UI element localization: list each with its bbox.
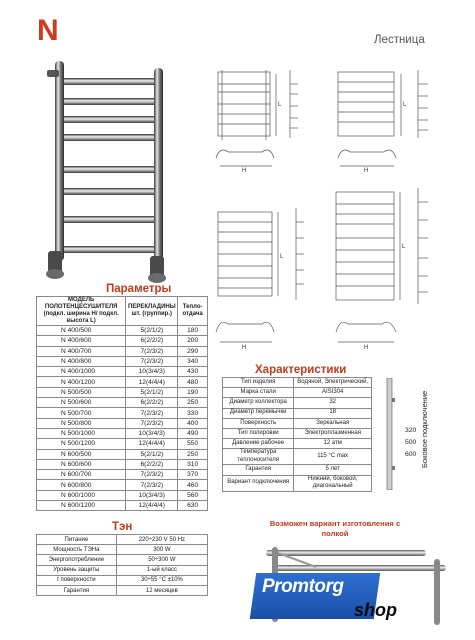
side-dims — [405, 425, 416, 461]
ten-row-cell: t поверхности — [37, 575, 117, 585]
towel-rail — [58, 166, 160, 173]
params-row-cell: 6(2/2/2) — [126, 459, 178, 469]
ten-row-cell: Гарантия — [37, 585, 117, 595]
chars-row-cell: Тип полировки — [223, 428, 294, 438]
params-row-cell: 7(2/3/2) — [126, 480, 178, 490]
drawing-label-h-4: H — [364, 345, 369, 351]
chars-row-cell: Тип изделия — [223, 378, 294, 388]
params-row — [37, 459, 208, 469]
params-row — [37, 490, 208, 500]
logo-sub-text: shop — [354, 600, 397, 620]
logo-main-text: Promtorg — [262, 576, 344, 597]
params-row-cell: N 500/500 — [37, 387, 126, 397]
drawing-label-l-2: L — [403, 102, 407, 108]
params-row-cell: N 600/600 — [37, 459, 126, 469]
params-row — [37, 428, 208, 438]
drawing-label-l-3: L — [280, 254, 284, 260]
params-row — [37, 336, 208, 346]
params-row — [37, 449, 208, 459]
ten-row-cell: Энергопотребление — [37, 555, 117, 565]
chars-row-cell: Вариант подключения — [223, 475, 294, 491]
chars-row-cell: Диаметр коллектора — [223, 398, 294, 408]
ten-row — [37, 585, 208, 595]
chars-row-cell: 32 — [294, 398, 372, 408]
params-row-cell: N 600/800 — [37, 480, 126, 490]
params-row-cell: 12(4/4/4) — [126, 501, 178, 511]
params-row-cell: N 500/1200 — [37, 439, 126, 449]
params-row-cell: 250 — [178, 449, 208, 459]
chars-row-cell: 115 °C max — [294, 449, 372, 465]
ten-row — [37, 565, 208, 575]
params-row-cell: 630 — [178, 501, 208, 511]
params-row-cell: 560 — [178, 490, 208, 500]
ten-title: Тэн — [112, 521, 133, 533]
params-row-cell: 370 — [178, 470, 208, 480]
params-row — [37, 367, 208, 377]
params-row — [37, 377, 208, 387]
ten-row — [37, 545, 208, 555]
drawing-label-h-3: H — [242, 345, 247, 351]
chars-row-cell: Марка стали — [223, 388, 294, 398]
params-row — [37, 501, 208, 511]
chars-row-cell: Зеркальная — [294, 418, 372, 428]
params-row-cell: 7(2/3/2) — [126, 346, 178, 356]
chars-row-cell: Давление рабочее — [223, 439, 294, 449]
chars-title: Характеристики — [255, 364, 347, 376]
towel-rail — [58, 78, 160, 85]
chars-row — [223, 408, 372, 418]
chars-row-cell: Нижний, боковой, диагональный — [294, 475, 372, 491]
params-row-cell: N 500/800 — [37, 418, 126, 428]
params-row-cell: 430 — [178, 367, 208, 377]
params-row — [37, 356, 208, 366]
chars-row — [223, 449, 372, 465]
chars-row-cell: 12 атм — [294, 439, 372, 449]
params-row-cell: 200 — [178, 336, 208, 346]
params-row-cell: N 400/500 — [37, 326, 126, 336]
drawing-label-l-4: L — [402, 244, 406, 250]
chars-row-cell: Гарантия — [223, 465, 294, 475]
towel-rail — [58, 188, 160, 195]
params-row-cell: 6(2/2/2) — [126, 398, 178, 408]
ten-row-cell: 12 месяцев — [116, 585, 207, 595]
page-title: Лестница — [374, 34, 425, 46]
params-row-cell: 550 — [178, 439, 208, 449]
params-row-cell: 10(3/4/3) — [126, 367, 178, 377]
drawing-label-h-1: H — [242, 168, 247, 174]
params-row-cell: N 500/600 — [37, 398, 126, 408]
chars-row — [223, 465, 372, 475]
params-row-cell: 480 — [178, 377, 208, 387]
side-dim-1: 320 — [405, 427, 417, 434]
ten-row-cell: Уровень защиты — [37, 565, 117, 575]
params-row-cell: N 600/700 — [37, 470, 126, 480]
technical-drawings — [210, 62, 450, 362]
side-dim-3: 600 — [405, 451, 417, 458]
params-row-cell: 7(2/3/2) — [126, 356, 178, 366]
chars-table — [222, 377, 372, 492]
params-row-cell: N 600/1000 — [37, 490, 126, 500]
params-row-cell: 12(4/4/4) — [126, 377, 178, 387]
params-row-cell: 7(2/3/2) — [126, 418, 178, 428]
params-row-cell: 330 — [178, 408, 208, 418]
ten-row-cell: 30÷55 °C ±10% — [116, 575, 207, 585]
params-row-cell: N 500/700 — [37, 408, 126, 418]
params-row-cell: N 400/1200 — [37, 377, 126, 387]
chars-row — [223, 398, 372, 408]
params-row-cell: 490 — [178, 428, 208, 438]
chars-row — [223, 428, 372, 438]
params-row-cell: 250 — [178, 398, 208, 408]
chars-row-cell: Диаметр перемычки — [223, 408, 294, 418]
brand-letter: N — [37, 14, 59, 47]
params-row — [37, 418, 208, 428]
chars-row — [223, 418, 372, 428]
ten-row-cell: Питание — [37, 535, 117, 545]
params-row-cell: 10(3/4/3) — [126, 428, 178, 438]
chars-row-cell: Температура теплоносителя — [223, 449, 294, 465]
params-row-cell: 5(2/1/2) — [126, 387, 178, 397]
params-row-cell: 7(2/3/2) — [126, 470, 178, 480]
towel-rail — [58, 116, 160, 123]
params-row — [37, 346, 208, 356]
chars-row — [223, 388, 372, 398]
product-photo — [38, 56, 188, 286]
params-row-cell: 5(2/1/2) — [126, 449, 178, 459]
ten-row-cell: 50÷300 W — [116, 555, 207, 565]
params-row-cell: 400 — [178, 418, 208, 428]
params-row-cell: N 400/1000 — [37, 367, 126, 377]
params-row — [37, 326, 208, 336]
ten-row — [37, 535, 208, 545]
params-row-cell: N 400/600 — [37, 336, 126, 346]
params-row-cell: 190 — [178, 387, 208, 397]
chars-row — [223, 475, 372, 491]
chars-row-cell: Водяной, Электрический, — [294, 378, 372, 388]
ten-row-cell: Мощность ТЭНа — [37, 545, 117, 555]
ten-row-cell: 1-ый класс — [116, 565, 207, 575]
params-row-cell: 5(2/1/2) — [126, 326, 178, 336]
params-row-cell: 310 — [178, 459, 208, 469]
drawing-label-l-1: L — [278, 102, 282, 108]
towel-rail — [58, 216, 160, 223]
towel-rail — [58, 246, 160, 253]
ten-row — [37, 555, 208, 565]
params-row-cell: N 600/1200 — [37, 501, 126, 511]
params-row-cell: N 400/700 — [37, 346, 126, 356]
towel-rail — [58, 98, 160, 105]
drawing-label-h-2: H — [364, 168, 369, 174]
params-row-cell: 180 — [178, 326, 208, 336]
chars-row-cell: AISI304 — [294, 388, 372, 398]
params-row-cell: 340 — [178, 356, 208, 366]
towel-rail — [58, 134, 160, 141]
side-connection-drawing — [384, 378, 396, 490]
side-dim-2: 500 — [405, 439, 417, 446]
params-row — [37, 480, 208, 490]
ten-row-cell: 220÷230 V 50 Hz — [116, 535, 207, 545]
ten-row-cell: 300 W — [116, 545, 207, 555]
params-col-rails: ПЕРЕКЛАДИНЫ шт. (группир.) — [126, 297, 178, 326]
params-row — [37, 387, 208, 397]
params-row-cell: 10(3/4/3) — [126, 490, 178, 500]
ten-row — [37, 575, 208, 585]
params-row — [37, 439, 208, 449]
chars-row — [223, 439, 372, 449]
params-row — [37, 470, 208, 480]
chars-row-cell: 5 лет — [294, 465, 372, 475]
params-row-cell: 460 — [178, 480, 208, 490]
ten-table — [36, 534, 208, 596]
chars-row-cell: Электроплазменная — [294, 428, 372, 438]
params-row — [37, 408, 208, 418]
params-col-model: МОДЕЛЬ ПОЛОТЕНЦЕСУШИТЕЛЯ (подкл. ширина Н/ подкл. высота L) — [37, 297, 126, 326]
params-row-cell: 6(2/2/2) — [126, 336, 178, 346]
params-title: Параметры — [106, 283, 172, 295]
shelf-note: Возможен вариант изготовления с полкой — [269, 519, 401, 538]
side-caption: Боковое подключение — [420, 390, 429, 468]
params-row-cell: 7(2/3/2) — [126, 408, 178, 418]
params-row-cell: N 500/1000 — [37, 428, 126, 438]
params-row-cell: 290 — [178, 346, 208, 356]
params-row — [37, 398, 208, 408]
params-table — [36, 296, 208, 511]
chars-row-cell: 18 — [294, 408, 372, 418]
params-row-cell: N 400/800 — [37, 356, 126, 366]
chars-row-cell: Поверхность — [223, 418, 294, 428]
params-row-cell: 12(4/4/4) — [126, 439, 178, 449]
chars-row — [223, 378, 372, 388]
params-row-cell: N 600/500 — [37, 449, 126, 459]
params-col-heat: Тепло-отдача — [178, 297, 208, 326]
